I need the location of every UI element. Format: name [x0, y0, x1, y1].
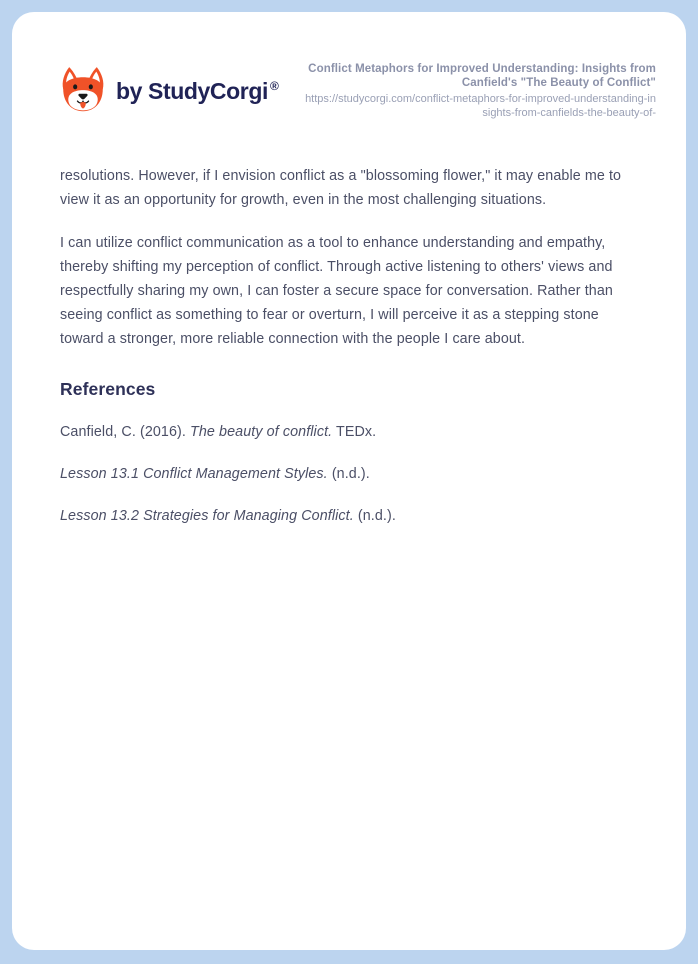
- document-card: [12, 12, 686, 950]
- corgi-logo-icon: [60, 66, 106, 116]
- source-url[interactable]: https://studycorgi.com/conflict-metaphors-for-improved-understanding-insights-from-canfields-the-beauty-of-: [305, 93, 656, 119]
- registered-mark: ®: [269, 78, 279, 93]
- page-title: Conflict Metaphors for Improved Understanding: Insights from Canfield's "The Beauty of Conflict": [308, 63, 656, 89]
- reference-entry: Canfield, C. (2016). The beauty of conflict. TEDx.: [60, 424, 377, 440]
- references-heading: References: [60, 379, 156, 399]
- reference-entry: Lesson 13.2 Strategies for Managing Conflict. (n.d.).: [60, 508, 396, 524]
- reference-entry: Lesson 13.1 Conflict Management Styles. (n.d.).: [60, 466, 370, 482]
- body-paragraph: I can utilize conflict communication as a tool to enhance understanding and empathy, thereby shifting my perception of conflict. Through active listening to others' views and respectfully sharing my own, I can foster a secure space for conversation. Rather than seeing conflict as something to fear or overturn, I will perceive it as a stepping stone toward a stronger, more reliable connection with the people I care about.: [60, 235, 613, 347]
- title-block: [304, 62, 656, 120]
- document-header: [12, 12, 686, 120]
- studycorgi-logo: [60, 66, 278, 116]
- body-paragraph: resolutions. However, if I envision conflict as a "blossoming flower," it may enable me to view it as an opportunity for growth, even in the most challenging situations.: [60, 168, 622, 208]
- brand-text: by StudyCorgi ®: [116, 77, 279, 104]
- document-body: [12, 120, 686, 528]
